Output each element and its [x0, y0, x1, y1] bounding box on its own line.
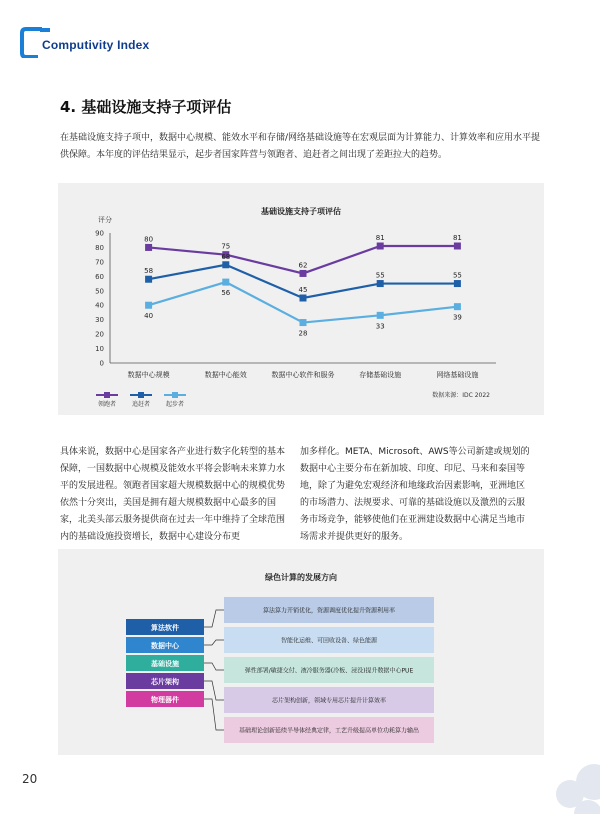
data-label: 75: [221, 242, 231, 251]
x-tick-label: 数据中心规模: [127, 371, 170, 379]
data-point: [145, 276, 152, 283]
y-tick-label: 70: [95, 258, 104, 267]
data-label: 80: [144, 235, 154, 244]
data-label: 55: [452, 271, 462, 280]
page-number: 20: [22, 772, 38, 786]
data-point: [300, 295, 307, 302]
x-tick-label: 数据中心能效: [204, 371, 247, 379]
data-point: [454, 243, 461, 250]
data-point: [300, 270, 307, 277]
diagram-desc-text: 智能化运维、可回收设备、绿色能源: [280, 637, 378, 645]
section-title: 4. 基础设施支持子项评估: [60, 98, 232, 116]
y-tick-label: 20: [95, 330, 104, 339]
data-point: [454, 303, 461, 310]
y-axis-label: 评分: [98, 216, 112, 224]
data-point: [377, 312, 384, 319]
intro-paragraph: 在基础设施支持子项中，数据中心规模、能效水平和存储/网络基础设施等在宏观层面为计算能力、计算效率和应用水平提供保障。本年度的评估结果显示，起步者国家阵营与领跑者、追赶者之间出现了差距拉大的趋势。: [60, 133, 541, 160]
data-label: 58: [144, 267, 154, 276]
legend-marker: [138, 392, 144, 398]
data-label: 55: [375, 271, 385, 280]
diagram-connector: [204, 663, 224, 670]
data-label: 45: [298, 286, 308, 294]
legend-marker: [104, 392, 110, 398]
data-point: [222, 261, 229, 268]
data-point: [377, 243, 384, 250]
line-chart: [58, 183, 544, 415]
chart-title: 基础设施支持子项评估: [261, 207, 341, 216]
y-tick-label: 40: [95, 301, 104, 310]
y-tick-label: 60: [95, 272, 104, 281]
data-label: 39: [452, 313, 462, 322]
diagram-category-label: 物理器件: [151, 695, 179, 704]
diagram-desc-text: 芯片架构创新，领域专用芯片提升计算效率: [271, 697, 387, 705]
y-tick-label: 50: [95, 287, 104, 296]
decorative-circles: [510, 760, 600, 814]
data-point: [454, 280, 461, 287]
diagram-desc-text: 基础理论创新延续半导体经典定律，工艺升级提高单位功耗算力输出: [238, 727, 420, 735]
y-tick-label: 30: [95, 316, 104, 325]
diagram-connector: [204, 640, 224, 645]
body-text-left: 具体来说，数据中心是国家各产业进行数字化转型的基本保障，一国数据中心规模及能效水平将会影响未来算力水平的发展进程。领跑者国家超大规模数据中心的规模优势依然十分突出，美国是拥有超大规模数据中心最多的国家，北美头部云服务提供商在过去一年中维持了全球范围内的基础设施投资增长，数据中心建设分布更: [60, 447, 286, 542]
data-label: 81: [452, 234, 462, 242]
data-label: 81: [375, 234, 385, 242]
diagram-svg: [58, 549, 544, 755]
diagram-category-label: 数据中心: [151, 641, 179, 650]
logo-text: Computivity Index: [42, 38, 150, 52]
diagram-title: 绿色计算的发展方向: [265, 573, 337, 582]
x-tick-label: 网络基础设施: [436, 371, 479, 379]
data-label: 62: [298, 261, 308, 270]
data-label: 40: [144, 312, 154, 321]
legend-label: 起步者: [165, 401, 185, 408]
x-tick-label: 存储基础设施: [359, 371, 402, 379]
diagram-connector: [204, 681, 224, 700]
y-tick-label: 0: [99, 359, 104, 368]
data-point: [145, 302, 152, 309]
data-point: [222, 279, 229, 286]
body-text-right: 加多样化。META、Microsoft、AWS等公司新建或规划的数据中心主要分布在新加坡、印度、印尼、马来和泰国等地，除了为避免宏观经济和地缘政治因素影响，亚洲地区的市场潜力、法规要求、可靠的基础设施以及激烈的云服务市场竞争，能够使他们在亚洲建设数据中心满足当地市场需求并提供更好的服务。: [300, 447, 530, 542]
diagram-category-label: 芯片架构: [151, 677, 179, 686]
data-label: 28: [298, 329, 308, 338]
diagram-connector: [204, 610, 224, 627]
data-label: 56: [221, 289, 231, 298]
chart-source: 数据来源：IDC 2022: [432, 392, 490, 399]
data-point: [300, 319, 307, 326]
legend-label: 追赶者: [131, 401, 151, 408]
diagram-category-label: 算法软件: [151, 623, 179, 632]
diagram-connector: [204, 699, 224, 730]
legend-marker: [172, 392, 178, 398]
diagram-desc-text: 弹性部署/敏捷交付、液冷服务器(冷板、浸没)提升数据中心PUE: [244, 667, 414, 675]
data-label: 68: [221, 252, 231, 261]
diagram-category-label: 基础设施: [151, 659, 179, 668]
y-tick-label: 80: [95, 243, 104, 252]
chart-panel: [58, 183, 544, 415]
legend-label: 领跑者: [97, 401, 117, 408]
data-label: 33: [375, 322, 385, 331]
data-point: [145, 244, 152, 251]
diagram-desc-text: 算法算力开销优化，资源调度优化提升资源利用率: [262, 607, 396, 615]
y-tick-label: 10: [95, 345, 104, 354]
data-point: [377, 280, 384, 287]
y-tick-label: 90: [95, 229, 104, 238]
x-tick-label: 数据中心软件和服务: [271, 371, 335, 379]
green-computing-diagram: [58, 549, 544, 755]
